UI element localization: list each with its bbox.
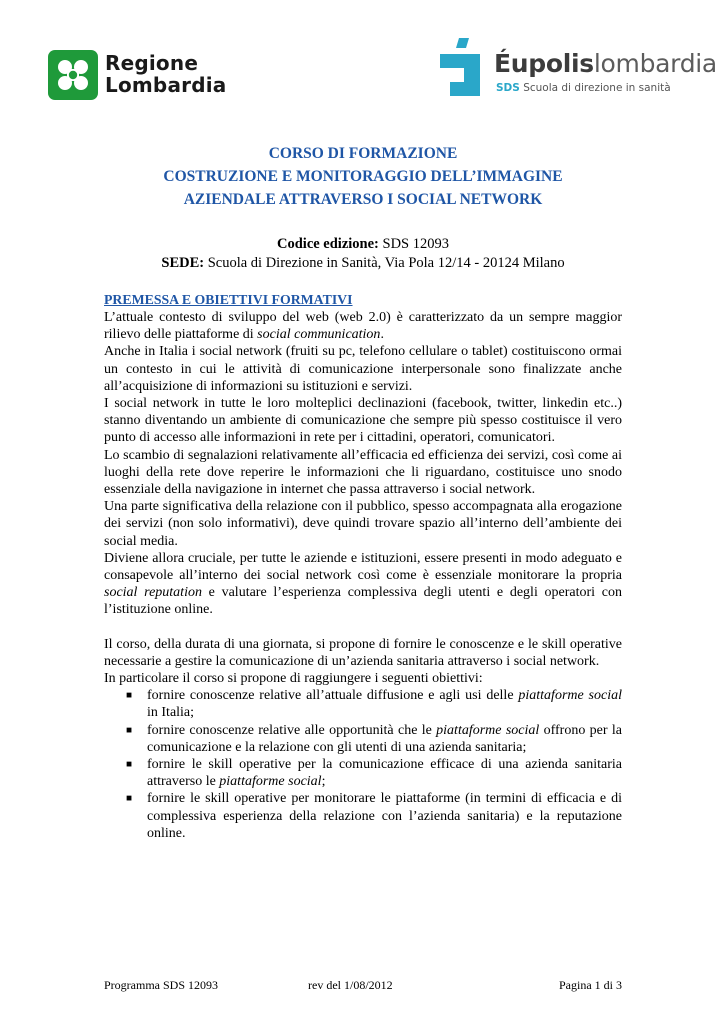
course-title-line-1: CORSO DI FORMAZIONE bbox=[268, 145, 458, 162]
eupolis-wordmark bbox=[494, 50, 717, 78]
text-run: fornire le skill operative per la comunicazione efficace di una azienda sanitaria attraverso le bbox=[147, 757, 622, 790]
square-bullet-icon: ■ bbox=[126, 793, 133, 805]
text-run: fornire conoscenze relative all’attuale diffusione e agli usi delle bbox=[147, 688, 519, 704]
eupolis-wordmark-rest: lombardia bbox=[593, 49, 717, 78]
eupolis-emblem-icon bbox=[440, 38, 488, 100]
edition-code bbox=[104, 235, 622, 254]
eupolis-wordmark-bold: Éupolis bbox=[494, 49, 594, 78]
list-item bbox=[104, 756, 622, 790]
corso-paragraph-2: In particolare il corso si propone di raggiungere i seguenti obiettivi: bbox=[104, 671, 483, 687]
premessa-paragraph-6 bbox=[104, 550, 622, 619]
course-title-line-2: COSTRUZIONE E MONITORAGGIO DELL’IMMAGINE bbox=[163, 168, 563, 185]
list-item bbox=[104, 722, 622, 756]
eupolis-subtitle-bold: SDS bbox=[496, 82, 520, 94]
venue-value: Scuola di Direzione in Sanità, Via Pola 12/14 - 20124 Milano bbox=[207, 255, 565, 271]
text-run: e valutare l’esperienza complessiva degli utenti e degli operatori con l’istituzione online. bbox=[104, 585, 622, 618]
venue bbox=[104, 254, 622, 273]
footer-page-number: Pagina 1 di 3 bbox=[559, 978, 622, 992]
paragraph-gap bbox=[104, 619, 622, 636]
square-bullet-icon: ■ bbox=[126, 690, 133, 702]
premessa-paragraph-4: Lo scambio di segnalazioni relativamente all’efficacia ed efficienza dei servizi, così come ai luoghi della rete dove reperire le informazioni che li riguardano, costituisce uno snodo essenziale della navigazione in internet che passa attraverso i social network. bbox=[104, 447, 622, 498]
square-bullet-icon: ■ bbox=[126, 759, 133, 771]
footer-program: Programma SDS 12093 bbox=[104, 978, 218, 992]
section-heading: PREMESSA E OBIETTIVI FORMATIVI bbox=[104, 292, 353, 307]
text-run: offrono per la comunicazione e la relazione con gli utenti di una azienda sanitaria; bbox=[147, 722, 622, 755]
page-footer bbox=[104, 977, 622, 993]
edition-code-value: SDS 12093 bbox=[382, 236, 449, 252]
eupolis-subtitle-rest: Scuola di direzione in sanità bbox=[523, 82, 671, 94]
list-item bbox=[104, 790, 622, 842]
emphasis-run: piattaforme social bbox=[219, 774, 322, 790]
premessa-paragraph-3: I social network in tutte le loro molteplici declinazioni (facebook, twitter, linkedin etc..) stanno diventando un ambiente di comunicazione che sempre più spesso costituisce il vero punto di accesso alle informazioni in rete per i cittadini, operatori, comunicatori. bbox=[104, 396, 622, 446]
document-body bbox=[104, 142, 622, 842]
eupolis-lombardia-logo bbox=[440, 38, 717, 100]
corso-paragraph-1: Il corso, della durata di una giornata, si propone di fornire le conoscenze e le skill operative necessarie a gestire la comunicazione di un’azienda sanitaria attraverso i social network. bbox=[104, 636, 622, 669]
emphasis-run: piattaforme social bbox=[436, 722, 540, 738]
emphasis-run: piattaforme social bbox=[518, 688, 623, 704]
text-run: Diviene allora cruciale, per tutte le aziende e istituzioni, essere presenti in modo adeguato e consapevole all’interno dei social network così come è essenziale monitorare la propria bbox=[104, 550, 622, 584]
premessa-paragraph-1 bbox=[104, 309, 622, 343]
text-run: in Italia; bbox=[147, 705, 195, 721]
course-title-line-3: AZIENDALE ATTRAVERSO I SOCIAL NETWORK bbox=[183, 191, 543, 208]
text-run: fornire conoscenze relative alle opportunità che le bbox=[147, 722, 437, 738]
premessa-paragraph-5: Una parte significativa della relazione con il pubblico, spesso accompagnata alla erogazione dei servizi (non solo informativi), deve quindi trovare spazio all’interno dell’ambiente dei social media. bbox=[104, 499, 622, 549]
eupolis-subtitle bbox=[496, 82, 671, 94]
text-run: . bbox=[380, 327, 384, 343]
edition-code-label: Codice edizione: bbox=[277, 236, 379, 252]
regione-lombardia-emblem-icon bbox=[48, 50, 98, 100]
rl-wordmark-line-1: Regione bbox=[105, 51, 199, 75]
emphasis-run: social communication bbox=[257, 327, 381, 343]
course-meta bbox=[104, 235, 622, 273]
venue-label: SEDE: bbox=[161, 255, 205, 271]
premessa-paragraph-2: Anche in Italia i social network (fruiti su pc, telefono cellulare o tablet) costituiscono ormai un contesto in cui le attività di comunicazione interpersonale sono finalizzate anche all’acquisizione di informazioni su istituzioni e servizi. bbox=[104, 344, 622, 394]
course-title bbox=[104, 142, 622, 211]
text-run: L’attuale contesto di sviluppo del web (web 2.0) è caratterizzato da un sempre maggior rilievo delle piattaforme di bbox=[104, 310, 622, 343]
text-run: fornire le skill operative per monitorare le piattaforme (in termini di efficacia e di complessiva esperienza della relazione con l’azienda sanitaria) e la reputazione online. bbox=[147, 791, 622, 841]
footer-revision: rev del 1/08/2012 bbox=[308, 978, 393, 992]
rl-wordmark-line-2: Lombardia bbox=[105, 73, 227, 97]
emphasis-run: social reputation bbox=[104, 585, 202, 601]
objectives-list bbox=[104, 687, 622, 842]
text-run: ; bbox=[321, 774, 326, 790]
regione-lombardia-logo bbox=[48, 50, 228, 100]
list-item bbox=[104, 687, 622, 721]
square-bullet-icon: ■ bbox=[126, 724, 133, 736]
regione-lombardia-wordmark bbox=[105, 52, 226, 96]
